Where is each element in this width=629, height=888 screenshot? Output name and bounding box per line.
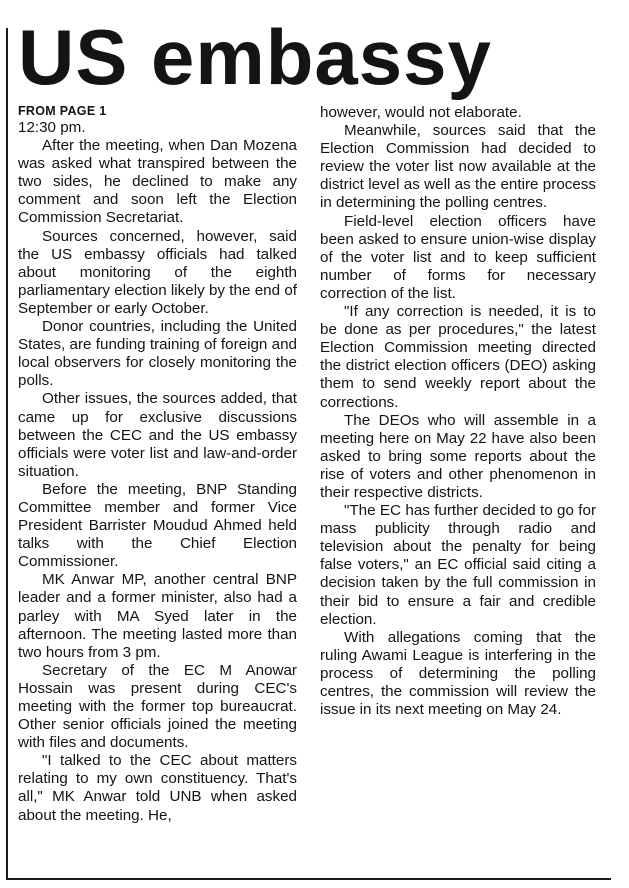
paragraph: 12:30 pm. bbox=[18, 119, 86, 136]
paragraph: Donor countries, including the United States, are funding training of foreign and local observers for closely monitoring the polls. bbox=[18, 318, 297, 390]
paragraph: MK Anwar MP, another central BNP leader and a former minister, also had a parley with MA Syed later in the afternoon. The meeting lasted more than two hours from 3 pm. bbox=[18, 571, 297, 661]
article-column-right bbox=[320, 104, 596, 719]
paragraph: Meanwhile, sources said that the Election Commission had decided to review the voter list now available at the district level as well as the entire process in determining the polling centres. bbox=[320, 122, 596, 212]
column-rule-left bbox=[6, 28, 8, 878]
paragraph: Before the meeting, BNP Standing Committee member and former Vice President Barrister Moudud Ahmed held talks with the Chief Election Commissioner. bbox=[18, 480, 297, 571]
jump-label: FROM PAGE 1 bbox=[18, 104, 107, 118]
headline: US embassy bbox=[18, 13, 492, 101]
paragraph: "If any correction is needed, it is to be done as per procedures," the latest Election Commission meeting directed the district election officers (DEO) asking them to send weekly report about the corrections. bbox=[320, 303, 596, 411]
paragraph: "I talked to the CEC about matters relating to my own constituency. That's all," MK Anwar told UNB when asked about the meeting. He, bbox=[18, 752, 297, 824]
article-column-left bbox=[18, 104, 297, 825]
paragraph: Secretary of the EC M Anowar Hossain was present during CEC's meeting with the former top bureaucrat. Other senior officials joined the meeting with files and documents. bbox=[18, 661, 297, 752]
paragraph: With allegations coming that the ruling Awami League is interfering in the process of determining the polling centres, the commission will review the issue in its next meeting on May 24. bbox=[320, 628, 596, 719]
paragraph: After the meeting, when Dan Mozena was asked what transpired between the two sides, he declined to make any comment and soon left the Election Commission Secretariat. bbox=[18, 137, 297, 227]
paragraph: The DEOs who will assemble in a meeting here on May 22 have also been asked to bring some reports about the rise of voters and other phenomenon in their respective districts. bbox=[320, 411, 596, 501]
paragraph: Other issues, the sources added, that came up for exclusive discussions between the CEC and the US embassy officials were voter list and law-and-order situation. bbox=[18, 390, 297, 480]
paragraph: however, would not elaborate. bbox=[320, 104, 522, 121]
bottom-rule bbox=[6, 878, 611, 880]
paragraph: Sources concerned, however, said the US embassy officials had talked about monitoring of the eighth parliamentary election likely by the end of September or early October. bbox=[18, 227, 297, 317]
paragraph: "The EC has further decided to go for mass publicity through radio and television about the penalty for being false voters," an EC official said citing a decision taken by the full commission in their bid to ensure a fair and credible election. bbox=[320, 502, 596, 628]
paragraph: Field-level election officers have been asked to ensure union-wise display of the voter list and to keep sufficient number of forms for necessary correction of the list. bbox=[320, 212, 596, 302]
